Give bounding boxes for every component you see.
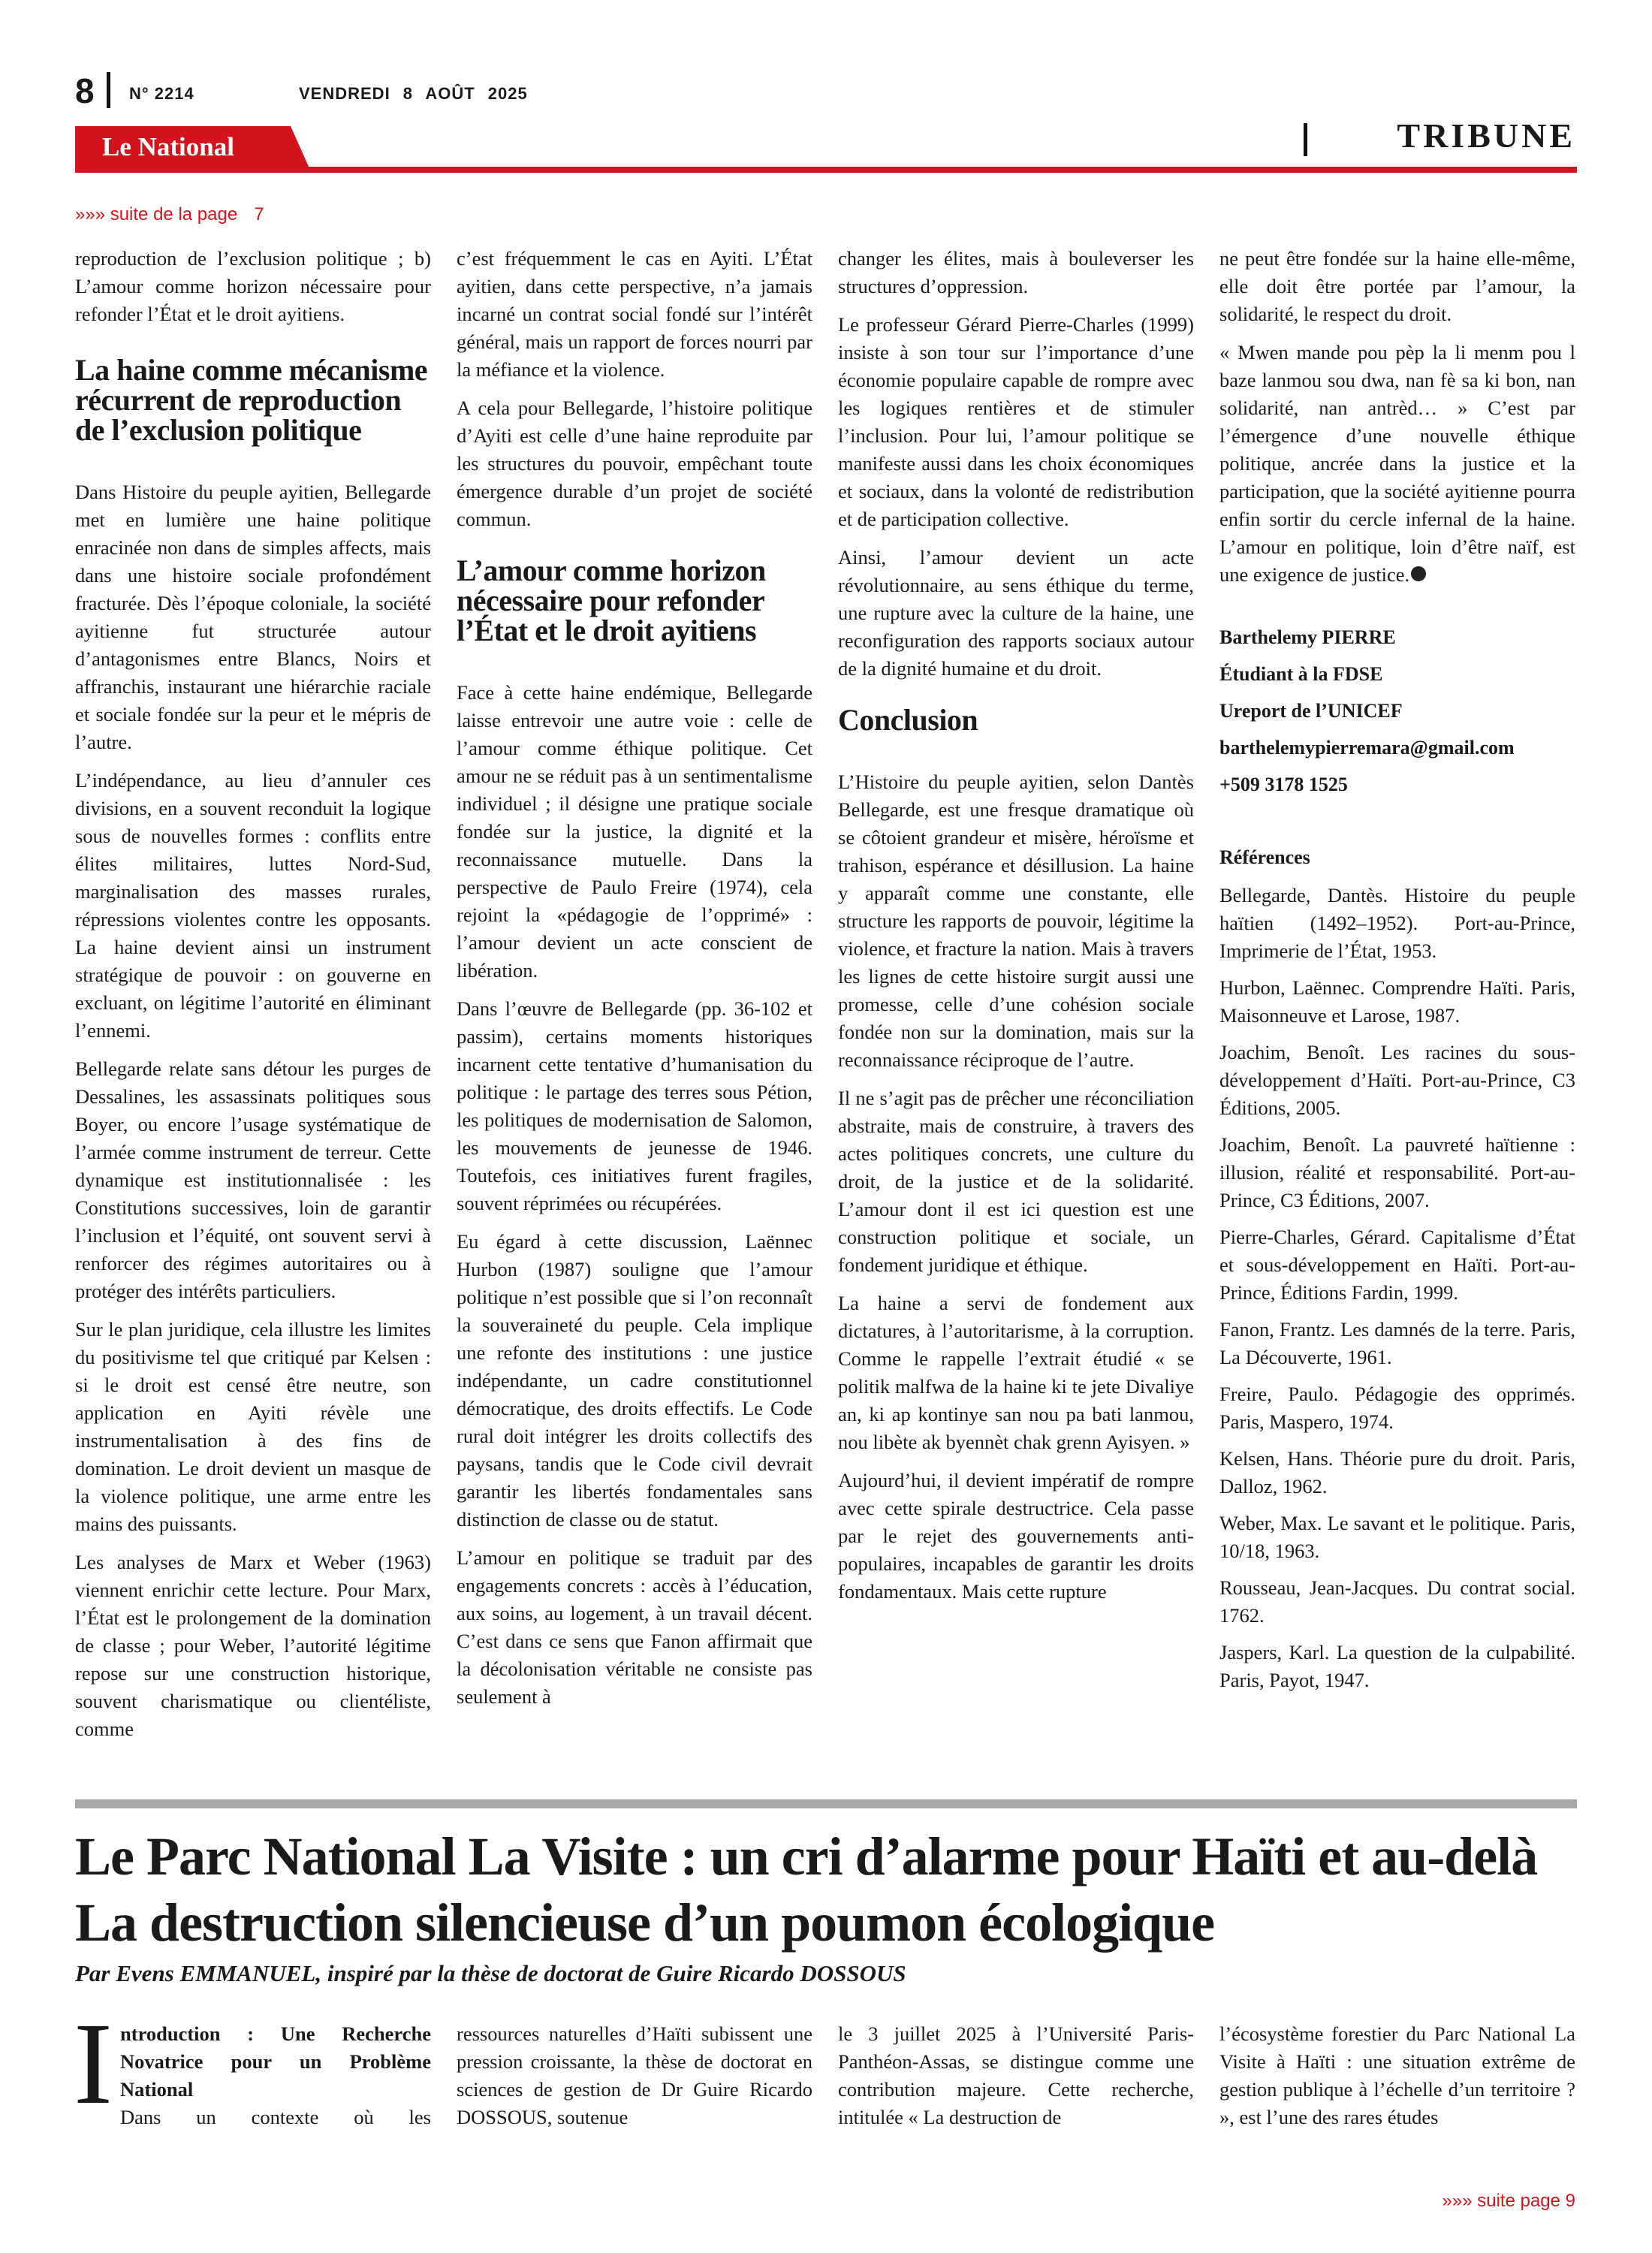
page-number: 8 bbox=[75, 71, 95, 110]
paragraph: Face à cette haine endémique, Bellegarde laisse entrevoir une autre voie : celle de l’amour comme éthique politique. Cet amour ne se réduit pas à un sentimentalisme individuel ; il désigne une pratique sociale fondée sur la justice, la dignité et la reconnaissance mutuelle. Dans la perspective de Paulo Freire (1974), cela rejoint la «pédagogie de l’opprimé» : l’amour devient un acte conscient de libération. bbox=[457, 681, 812, 982]
intro-heading: ntroduction : Une Recherche Novatrice pour un Problème National bbox=[120, 2022, 431, 2101]
continued-from-label: »»» suite de la page bbox=[75, 204, 238, 225]
references-heading: Références bbox=[1219, 846, 1310, 868]
paragraph: L’Histoire du peuple ayitien, selon Dantès Bellegarde, est une fresque dramatique où se côtoient grandeur et misère, héroïsme et trahison, espérance et désillusion. La haine y apparaît comme une constante, elle structure les rapports de pouvoir, légitime la violence, et fracture la nation. Mais à travers les lignes de cette histoire surgit aussi une promesse, celle d’une cohésion sociale fondée non sur la domination, mais sur la reconnaissance réciproque de l’autre. bbox=[838, 771, 1194, 1071]
intro-text: Dans un contexte où les bbox=[120, 2106, 431, 2128]
article2-column-2 bbox=[457, 2020, 812, 2131]
reference-item: Joachim, Benoît. Les racines du sous-développement d’Haïti. Port-au-Prince, C3 Éditions, 2005. bbox=[1219, 1041, 1575, 1119]
end-mark-icon bbox=[1411, 566, 1426, 581]
paragraph: reproduction de l’exclusion politique ; b) L’amour comme horizon nécessaire pour refonder l’État et le droit ayitiens. bbox=[75, 247, 431, 325]
subheading: La haine comme mécanisme récurrent de reproduction de l’exclusion politique bbox=[75, 353, 428, 447]
author-role: Étudiant à la FDSE bbox=[1219, 663, 1383, 685]
reference-item: Hurbon, Laënnec. Comprendre Haïti. Paris, Maisonneuve et Larose, 1987. bbox=[1219, 976, 1575, 1027]
reference-item: Freire, Paulo. Pédagogie des opprimés. Paris, Maspero, 1974. bbox=[1219, 1383, 1575, 1433]
continued-on-link[interactable]: »»» suite page 9 bbox=[1442, 2191, 1575, 2211]
reference-item: Bellegarde, Dantès. Histoire du peuple haïtien (1492–1952). Port-au-Prince, Imprimerie de l’État, 1953. bbox=[1219, 884, 1575, 962]
author-phone: +509 3178 1525 bbox=[1219, 774, 1348, 795]
article-headline: Le Parc National La Visite : un cri d’alarme pour Haïti et au-delà La destruction silencieuse d’un poumon écologique bbox=[75, 1826, 1538, 1953]
paragraph: Les analyses de Marx et Weber (1963) viennent enrichir cette lecture. Pour Marx, l’État est le prolongement de la domination de classe ; pour Weber, l’autorité légitime repose sur une construction historique, souvent charismatique ou clientéliste, comme bbox=[75, 1551, 431, 1740]
paragraph: ne peut être fondée sur la haine elle-même, elle doit être portée par l’amour, la solidarité, le respect du droit. bbox=[1219, 247, 1575, 325]
paragraph: changer les élites, mais à bouleverser les structures d’oppression. bbox=[838, 247, 1194, 297]
paragraph-text: « Mwen mande pou pèp la li menm pou l baze lanmou sou dwa, nan fè sa ki bon, nan solidarité, nan antrèd… » C’est par l’émergence d’une nouvelle éthique politique, ancrée dans la justice et la participation, que la société ayitienne pourra enfin sortir du cercle infernal de la haine. L’amour en politique, loin d’être naïf, est une exigence de justice. bbox=[1219, 341, 1575, 586]
reference-item: Weber, Max. Le savant et le politique. Paris, 10/18, 1963. bbox=[1219, 1512, 1575, 1562]
reference-item: Rousseau, Jean-Jacques. Du contrat social. 1762. bbox=[1219, 1576, 1575, 1627]
article-column-1 bbox=[75, 245, 431, 1754]
reference-item: Kelsen, Hans. Théorie pure du droit. Paris, Dalloz, 1962. bbox=[1219, 1447, 1575, 1497]
section-divider bbox=[1304, 123, 1307, 156]
paragraph: Dans l’œuvre de Bellegarde (pp. 36-102 et passim), certains moments historiques incarnent cette tentative d’humanisation du politique : le partage des terres sous Pétion, les politiques de modernisation de Salomon, les mouvements de jeunesse de 1946. Toutefois, ces initiatives furent fragiles, souvent réprimées ou récupérées. bbox=[457, 997, 812, 1214]
conclusion-heading: Conclusion bbox=[838, 703, 978, 737]
header-divider bbox=[107, 72, 110, 108]
author-name: Barthelemy PIERRE bbox=[1219, 626, 1396, 648]
paragraph: Le professeur Gérard Pierre-Charles (1999) insiste à son tour sur l’importance d’une économie populaire capable de rompre avec les logiques rentières et de stimuler l’inclusion. Pour lui, l’amour politique se manifeste aussi dans les choix économiques et sociaux, dans la volonté de redistribution et de participation collective. bbox=[838, 313, 1194, 530]
issue-date: VENDREDI 8 AOÛT 2025 bbox=[299, 84, 528, 103]
issue-number: N° 2214 bbox=[129, 84, 194, 103]
paragraph: Ainsi, l’amour devient un acte révolutionnaire, au sens éthique du terme, une rupture avec la culture de la haine, une reconfiguration des rapports sociaux autour de la dignité humaine et du droit. bbox=[838, 546, 1194, 680]
paragraph: Aujourd’hui, il devient impératif de rompre avec cette spirale destructrice. Cela passe par le rejet des gouvernements anti-populaires, incapables de garantir les droits fondamentaux. Mais cette rupture bbox=[838, 1469, 1194, 1603]
reference-item: Joachim, Benoît. La pauvreté haïtienne : illusion, réalité et responsabilité. Port-au-Prince, C3 Éditions, 2007. bbox=[1219, 1133, 1575, 1211]
paragraph: Dans Histoire du peuple ayitien, Bellegarde met en lumière une haine politique enracinée non dans de simples affects, mais dans une histoire sociale profondément fracturée. Dès l’époque coloniale, la société ayitienne fut structurée autour d’antagonismes entre Blancs, Noirs et affranchis, instaurant une hiérarchie raciale et sociale fondée sur la peur et le mépris de l’autre. bbox=[75, 481, 431, 753]
paragraph: Il ne s’agit pas de prêcher une réconciliation abstraite, mais de construire, à travers des actes politiques concrets, une culture du droit, de la justice et de la solidarité. L’amour dont il est ici question est une construction politique et sociale, un fondement juridique et éthique. bbox=[838, 1087, 1194, 1276]
paragraph: L’amour en politique se traduit par des engagements concrets : accès à l’éducation, aux soins, au logement, à un travail décent. C’est dans ce sens que Fanon affirmait que la décolonisation véritable ne consiste pas seulement à bbox=[457, 1546, 812, 1708]
author-email[interactable]: barthelemypierremara@gmail.com bbox=[1219, 737, 1515, 759]
reference-item: Jaspers, Karl. La question de la culpabilité. Paris, Payot, 1947. bbox=[1219, 1641, 1575, 1691]
paragraph: L’indépendance, au lieu d’annuler ces divisions, en a souvent reconduit la logique sous de nouvelles formes : conflits entre élites militaires, luttes Nord-Sud, marginalisation des masses rurales, répressions violentes contre les opposants. La haine devient ainsi un instrument stratégique de pouvoir : on gouverne en excluant, on légitime l’autorité en éliminant l’ennemi. bbox=[75, 769, 431, 1042]
article-column-2 bbox=[457, 245, 812, 1721]
continued-from-page: 7 bbox=[254, 204, 264, 225]
continued-from-link[interactable] bbox=[75, 204, 264, 225]
brand-logo: Le National bbox=[102, 132, 234, 161]
article-separator bbox=[75, 1799, 1577, 1808]
header-rule bbox=[75, 167, 1577, 173]
drop-cap: I bbox=[74, 1998, 113, 2128]
reference-item: Fanon, Frantz. Les damnés de la terre. Paris, La Découverte, 1961. bbox=[1219, 1318, 1575, 1368]
paragraph: le 3 juillet 2025 à l’Université Paris-Panthéon-Assas, se distingue comme une contribution majeure. Cette recherche, intitulée « La destruction de bbox=[838, 2022, 1194, 2128]
paragraph: l’écosystème forestier du Parc National La Visite à Haïti : une situation extrême de gestion publique à l’échelle d’un territoire ? », est l’une des rares études bbox=[1219, 2022, 1575, 2128]
section-title: TRIBUNE bbox=[1397, 116, 1575, 155]
paragraph: La haine a servi de fondement aux dictatures, à l’autoritarisme, à la corruption. Comme le rappelle l’extrait étudié « se politik malfwa de la haine ki te jete Divaliye an, ki ap kontinye san nou pa bati lanmou, nou libète ak byennèt chak grenn Ayisyen. » bbox=[838, 1292, 1194, 1453]
subheading: L’amour comme horizon nécessaire pour refonder l’État et le droit ayitiens bbox=[457, 553, 766, 647]
paragraph: Bellegarde relate sans détour les purges de Dessalines, les assassinats politiques sous Boyer, ou encore l’usage systématique de l’armée comme instrument de terreur. Cette dynamique est institutionnalisée : les Constitutions successives, loin de garantir l’inclusion et l’équité, ont souvent servi à renforcer des régimes autoritaires ou à protéger des intérêts particuliers. bbox=[75, 1057, 431, 1302]
reference-item: Pierre-Charles, Gérard. Capitalisme d’État et sous-développement en Haïti. Port-au-Prince, Éditions Fardin, 1999. bbox=[1219, 1226, 1575, 1304]
paragraph: c’est fréquemment le cas en Ayiti. L’État ayitien, dans cette perspective, n’a jamais incarné un contrat social fondé sur l’intérêt général, mais un rapport de forces nourri par la méfiance et la violence. bbox=[457, 247, 812, 381]
article-column-4 bbox=[1219, 245, 1575, 1703]
paragraph: Eu égard à cette discussion, Laënnec Hurbon (1987) souligne que l’amour politique n’est possible que si l’on reconnaît la souveraineté du peuple. Cela implique une refonte des institutions : une justice indépendante, un cadre constitutionnel démocratique, des droits effectifs. Le Code rural doit intégrer les droits collectifs des paysans, tandis que le Code civil devrait garantir les libertés fondamentales sans distinction de classe ou de statut. bbox=[457, 1230, 812, 1531]
paragraph: A cela pour Bellegarde, l’histoire politique d’Ayiti est celle d’une haine reproduite par les structures du pouvoir, empêchant toute émergence durable d’un projet de société commun. bbox=[457, 397, 812, 530]
article-byline: Par Evens EMMANUEL, inspiré par la thèse de doctorat de Guire Ricardo DOSSOUS bbox=[75, 1960, 906, 1986]
paragraph: ressources naturelles d’Haïti subissent une pression croissante, la thèse de doctorat en sciences de gestion de Dr Guire Ricardo DOSSOUS, soutenue bbox=[457, 2022, 812, 2128]
article-column-3 bbox=[838, 245, 1194, 1616]
article2-column-3 bbox=[838, 2020, 1194, 2131]
author-affiliation: Ureport de l’UNICEF bbox=[1219, 700, 1403, 722]
paragraph: Sur le plan juridique, cela illustre les limites du positivisme tel que critiqué par Kelsen : si le droit est censé être neutre, son application en Ayiti révèle une instrumentalisation à des fins de domination. Le droit devient un masque de la violence politique, une arme entre les mains des puissants. bbox=[75, 1318, 431, 1535]
paragraph-last bbox=[1219, 339, 1575, 589]
article2-column-4 bbox=[1219, 2020, 1575, 2131]
